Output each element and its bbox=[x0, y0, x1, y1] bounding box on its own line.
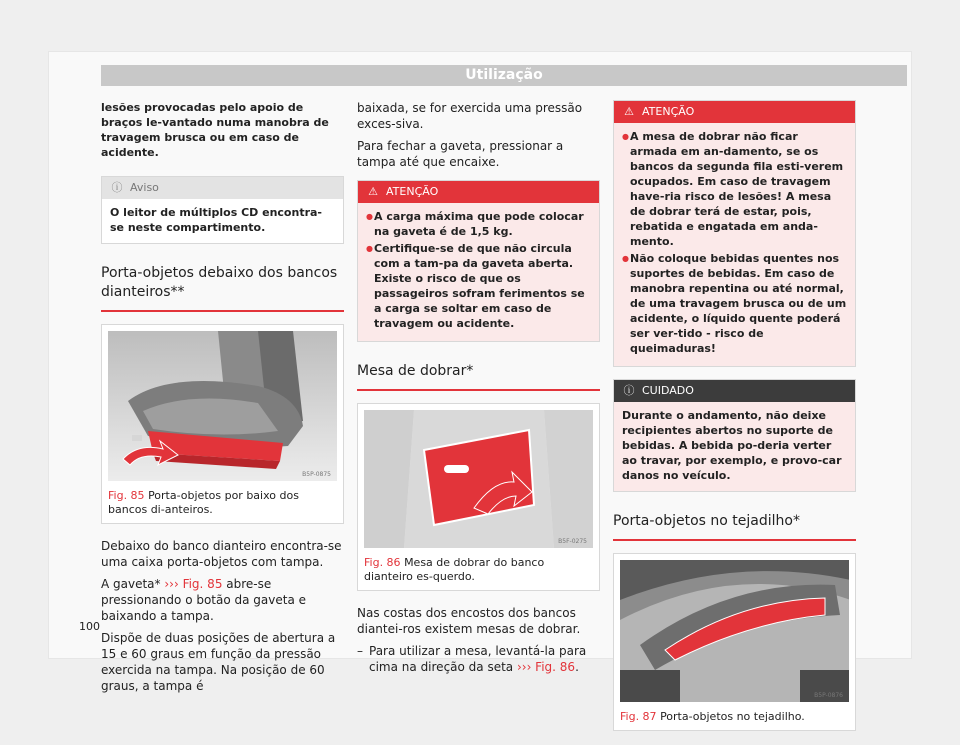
middle-column bbox=[357, 100, 600, 681]
heading-porta-objetos-bancos: Porta-objetos debaixo dos bancos dianteiros** bbox=[101, 264, 344, 312]
atencao-title: ATENÇÃO bbox=[386, 185, 439, 198]
cuidado-title: CUIDADO bbox=[642, 384, 694, 397]
seat-drawer-image bbox=[108, 331, 337, 481]
cuidado-body: Durante o andamento, não deixe recipientes abertos no suporte de bebidas. A bebida po-deria verter ao travar, por exemplo, e provo-car danos no veículo. bbox=[614, 402, 855, 491]
heading-wrap bbox=[357, 362, 600, 391]
roof-storage-image bbox=[620, 560, 849, 702]
warning-icon: ⚠ bbox=[624, 105, 634, 118]
figure-code: B5P-0876 bbox=[814, 692, 843, 699]
atencao-box bbox=[357, 180, 600, 342]
caption-text: Porta-objetos no tejadilho. bbox=[660, 710, 805, 723]
figure-87 bbox=[613, 553, 856, 731]
figure-86-caption bbox=[358, 554, 599, 590]
paragraph: Nas costas dos encostos dos bancos diantei-ros existem mesas de dobrar. bbox=[357, 606, 581, 636]
atencao-box bbox=[613, 100, 856, 367]
figure-87-caption bbox=[614, 708, 855, 730]
figure-code: B5F-0275 bbox=[558, 538, 587, 545]
atencao-body bbox=[358, 203, 599, 341]
figure-85-caption bbox=[102, 487, 343, 523]
text-span: A gaveta* bbox=[101, 577, 165, 591]
figure-link[interactable]: ››› Fig. 86 bbox=[516, 660, 576, 674]
aviso-body: O leitor de múltiplos CD encontra-se neste compartimento. bbox=[110, 206, 322, 234]
cuidado-header bbox=[614, 380, 855, 402]
heading-porta-objetos-tejadilho: Porta-objetos no tejadilho* bbox=[613, 512, 856, 541]
figure-number: Fig. 85 bbox=[108, 489, 145, 502]
paragraph bbox=[101, 576, 344, 624]
heading-mesa-dobrar: Mesa de dobrar* bbox=[357, 362, 600, 391]
bullet-item: ● Certifique-se de que não circula com a tam-pa da gaveta aberta. Existe o risco de que os passageiros sofram ferimentos se a carga se soltar em caso de travagem ou acidente. bbox=[366, 241, 591, 331]
figure-85 bbox=[101, 324, 344, 524]
left-column bbox=[101, 100, 344, 700]
info-icon: ⓘ bbox=[111, 181, 123, 194]
paragraph: baixada, se for exercida uma pressão exces-siva. bbox=[357, 101, 583, 131]
bullet-item: ● Não coloque bebidas quentes nos suportes de bebidas. Em caso de manobra repentina ou até normal, de uma travagem brusca ou de um acidente, o líquido quente poderá ser ver-tido - risco de queimaduras! bbox=[622, 251, 847, 356]
heading-wrap bbox=[101, 264, 344, 312]
atencao-header bbox=[358, 181, 599, 203]
bullet-item: ● A carga máxima que pode colocar na gaveta é de 1,5 kg. bbox=[366, 209, 591, 239]
aviso-title: Aviso bbox=[130, 181, 159, 194]
text-span: . bbox=[575, 660, 579, 674]
table-illustration bbox=[364, 410, 593, 548]
paragraph: Debaixo do banco dianteiro encontra-se uma caixa porta-objetos com tampa. bbox=[101, 539, 342, 569]
seat-illustration bbox=[108, 331, 337, 481]
folding-table-image bbox=[364, 410, 593, 548]
atencao-body bbox=[614, 123, 855, 366]
figure-86 bbox=[357, 403, 600, 591]
atencao-header bbox=[614, 101, 855, 123]
intro-text: lesões provocadas pelo apoio de braços le-vantado numa manobra de travagem brusca ou em caso de acidente. bbox=[101, 101, 329, 159]
caption-text: Mesa de dobrar do banco dianteiro es-querdo. bbox=[364, 556, 545, 583]
paragraph: Dispõe de duas posições de abertura a 15 e 60 graus em função da pressão exercida na tampa. Na posição de 60 graus, a tampa é bbox=[101, 631, 336, 693]
warning-icon: ⚠ bbox=[368, 185, 378, 198]
text-span: Para utilizar a mesa, levantá-la para cima na direção da seta bbox=[369, 644, 587, 674]
cuidado-box bbox=[613, 379, 856, 492]
aviso-header bbox=[102, 177, 343, 199]
right-column bbox=[613, 100, 856, 745]
heading-wrap bbox=[613, 512, 856, 541]
roof-illustration bbox=[620, 560, 849, 702]
atencao-title: ATENÇÃO bbox=[642, 105, 695, 118]
figure-number: Fig. 86 bbox=[364, 556, 401, 569]
page-number: 100 bbox=[79, 620, 100, 633]
figure-number: Fig. 87 bbox=[620, 710, 657, 723]
figure-code: B5P-0875 bbox=[302, 471, 331, 478]
figure-link[interactable]: ››› Fig. 85 bbox=[164, 577, 223, 591]
aviso-box bbox=[101, 176, 344, 244]
bullet-item: ● A mesa de dobrar não ficar armada em an-damento, se os bancos da segunda fila esti-verem ocupados. Em caso de travagem have-ria risco de lesões! A mesa de dobrar terá de estar, pois, rebatida e engatada em anda-mento. bbox=[622, 129, 847, 249]
text-span: abre-se pressionando o botão da gaveta e baixando a tampa. bbox=[101, 577, 307, 623]
paragraph: Para fechar a gaveta, pressionar a tampa até que encaixe. bbox=[357, 139, 564, 169]
caution-icon: ⓘ bbox=[623, 384, 635, 397]
caption-text: Porta-objetos por baixo dos bancos di-anteiros. bbox=[108, 489, 299, 516]
section-header: Utilização bbox=[101, 65, 907, 86]
step-item bbox=[357, 643, 600, 675]
page bbox=[48, 51, 912, 723]
